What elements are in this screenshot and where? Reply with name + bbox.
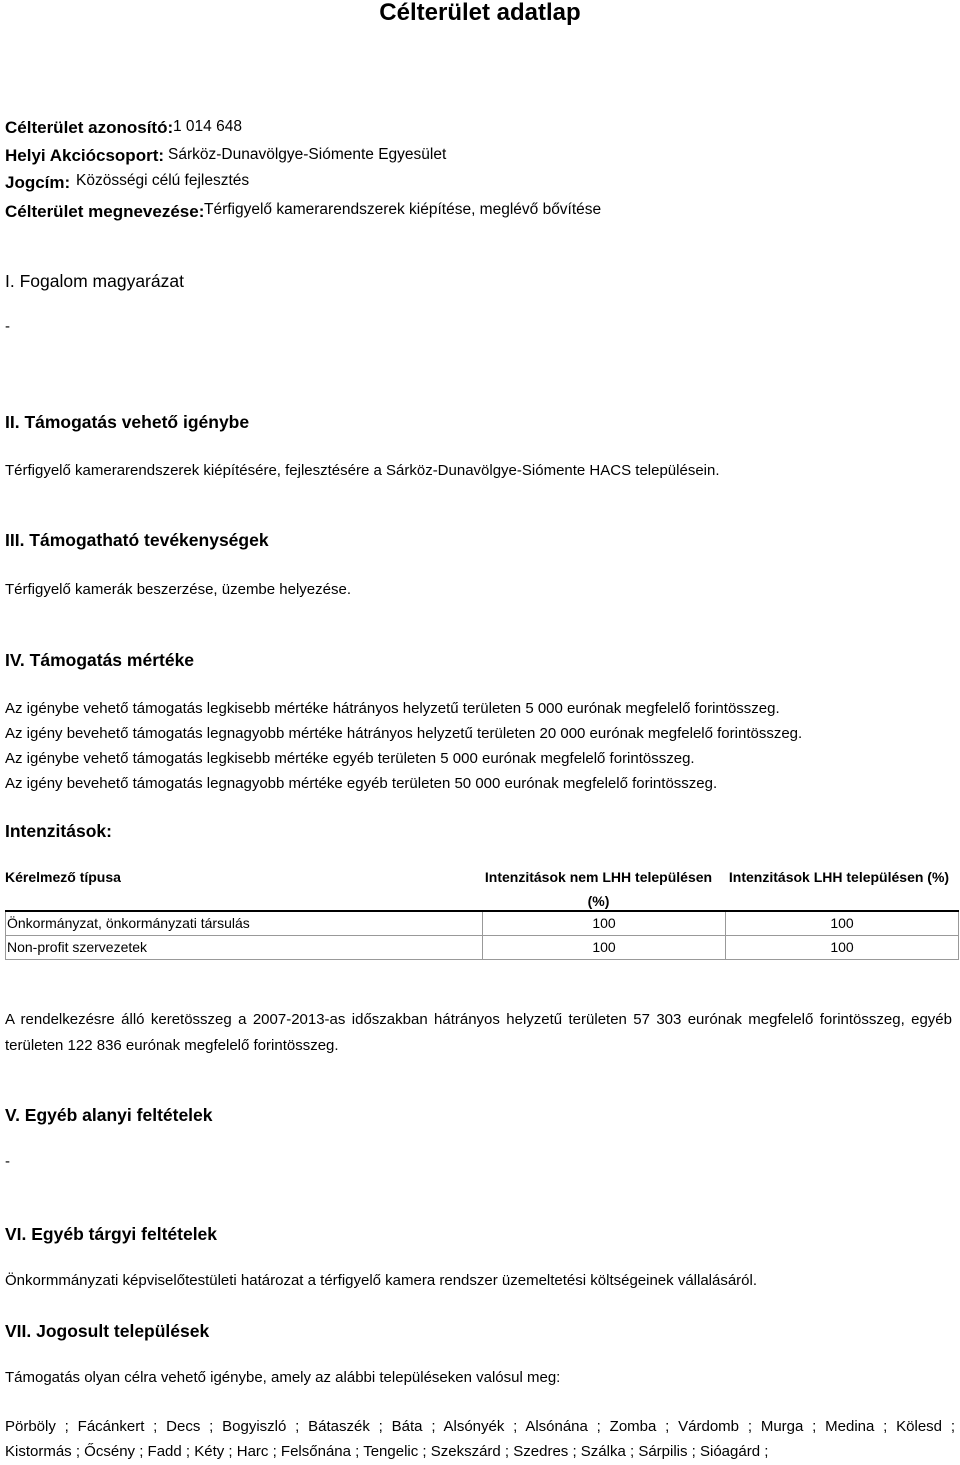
settlements-line-1: Pörböly ; Fácánkert ; Decs ; Bogyiszló ; Bátaszék ; Báta ; Alsónyék ; Alsónána ; Zomba ; Várdomb ; Murga ; Medina ; Kölesd ; (5, 1418, 955, 1435)
support-max-disadvantaged: Az igény bevehető támogatás legnagyobb mértéke hátrányos helyzetű területen 20 000 eurónak megfelelő forintösszeg. (5, 725, 803, 742)
target-name-value: Térfigyelő kamerarendszerek kiépítése, meglévő bővítése (204, 201, 602, 218)
target-id-value: 1 014 648 (173, 118, 242, 135)
section-7-title: VII. Jogosult települések (5, 1321, 210, 1341)
support-min-other: Az igénybe vehető támogatás legkisebb mértéke egyéb területen 5 000 eurónak megfelelő forintösszeg. (5, 750, 695, 767)
jogcim-label: Jogcím: (5, 173, 71, 192)
section-6-title: VI. Egyéb tárgyi feltételek (5, 1224, 218, 1244)
cell-applicant-type: Önkormányzat, önkormányzati társulás (6, 912, 483, 935)
cell-non-lhh: 100 (483, 936, 726, 959)
table-row (5, 912, 959, 936)
table-header-applicant-type: Kérelmező típusa (5, 869, 121, 885)
target-id-label: Célterület azonosító: (5, 118, 174, 137)
action-group-label: Helyi Akciócsoport: (5, 146, 165, 165)
cell-lhh: 100 (830, 915, 854, 931)
section-6-text: Önkormmányzati képviselőtestületi határozat a térfigyelő kamera rendszer üzemeltetési költségeinek vállalásáról. (5, 1272, 758, 1289)
table-header-non-lhh-unit: (%) (587, 893, 610, 909)
section-3-text: Térfigyelő kamerák beszerzése, üzembe helyezése. (5, 581, 351, 598)
cell-non-lhh: 100 (483, 912, 726, 935)
cell-lhh: 100 (830, 939, 854, 955)
table-header-non-lhh: Intenzitások nem LHH településen (484, 869, 713, 885)
section-5-title: V. Egyéb alanyi feltételek (5, 1105, 213, 1125)
page-title: Célterület adatlap (379, 0, 581, 26)
section-1-text: - (5, 318, 10, 335)
cell-applicant-type: Non-profit szervezetek (6, 936, 483, 959)
support-max-other: Az igény bevehető támogatás legnagyobb mértéke egyéb területen 50 000 eurónak megfelelő forintösszeg. (5, 775, 718, 792)
section-7-text: Támogatás olyan célra vehető igénybe, amely az alábbi településeken valósul meg: (5, 1369, 561, 1386)
action-group-value: Sárköz-Dunavölgye-Siómente Egyesület (168, 146, 447, 163)
target-name-label: Célterület megnevezése: (5, 202, 205, 221)
section-3-title: III. Támogatható tevékenységek (5, 530, 269, 550)
table-row (5, 936, 959, 960)
support-min-disadvantaged: Az igénybe vehető támogatás legkisebb mértéke hátrányos helyzetű területen 5 000 eurónak megfelelő forintösszeg. (5, 700, 780, 717)
section-5-text: - (5, 1153, 10, 1170)
settlements-line-2: Kistormás ; Őcsény ; Fadd ; Kéty ; Harc ; Felsőnána ; Tengelic ; Szekszárd ; Szedres ; Szálka ; Sárpilis ; Sióagárd ; (5, 1443, 769, 1460)
jogcim-value: Közösségi célú fejlesztés (76, 172, 250, 189)
section-2-title: II. Támogatás vehető igénybe (5, 412, 250, 432)
table-header-lhh: Intenzitások LHH településen (%) (728, 869, 950, 885)
section-4-title: IV. Támogatás mértéke (5, 650, 195, 670)
section-2-text: Térfigyelő kamerarendszerek kiépítésére, fejlesztésére a Sárköz-Dunavölgye-Siómente HACS településein. (5, 462, 720, 479)
budget-text-line-1: A rendelkezésre álló keretösszeg a 2007-2013-as időszakban hátrányos helyzetű területen 57 303 eurónak megfelelő forintösszeg, egyéb (5, 1011, 952, 1028)
section-1-title: I. Fogalom magyarázat (5, 271, 184, 291)
intensity-title: Intenzitások: (5, 821, 112, 841)
budget-text-line-2: területen 122 836 eurónak megfelelő forintösszeg. (5, 1037, 339, 1054)
